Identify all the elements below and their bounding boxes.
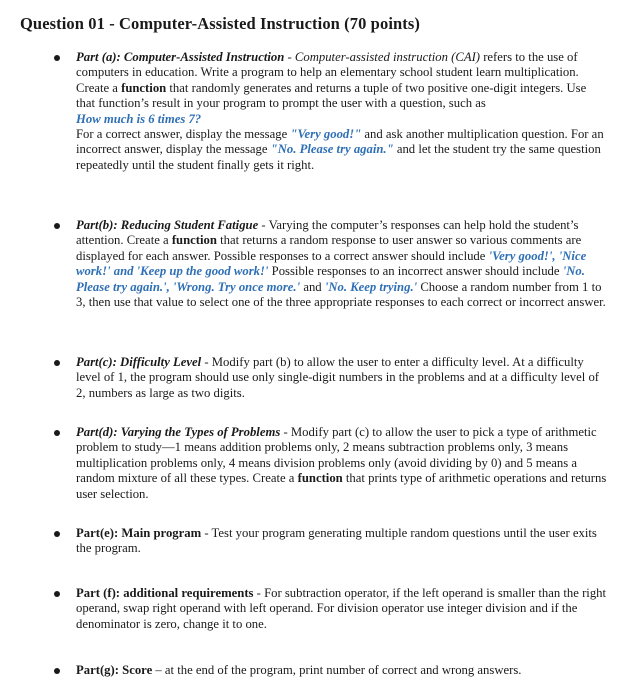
part-b-heading: Part(b): Reducing Student Fatigue bbox=[76, 218, 259, 232]
bullet-icon bbox=[54, 531, 60, 537]
part-f-heading: Part (f): additional requirements bbox=[76, 586, 254, 600]
question-title: Question 01 - Computer-Assisted Instruction (70 points) bbox=[20, 14, 420, 33]
part-a: Part (a): Computer-Assisted Instruction - Computer-assisted instruction (CAI) refers to the use of computers in education. Write a program to help an elementary school student learn multiplication. Create a function that randomly generates and returns a tuple of two positive one-digit integers. Use that function’s result in your program to prompt the user with a question, such as How much is 6 times 7? For a correct answer, display the message "Very good!" and ask another multiplication question. For an incorrect answer, display the message "No. Please try again." and let the student try the same question repeatedly until the student finally gets it right. bbox=[76, 50, 608, 173]
part-f: Part (f): additional requirements - For subtraction operator, if the left operand is smaller than the right operand, swap right operand with left operand. For division operator use integer division and if the denominator is zero, change it to one. bbox=[76, 586, 608, 632]
example-question: How much is 6 times 7? bbox=[76, 111, 202, 126]
part-d-heading: Part(d): Varying the Types of Problems bbox=[76, 425, 281, 439]
part-g: Part(g): Score – at the end of the program, print number of correct and wrong answers. bbox=[76, 663, 608, 678]
bullet-icon bbox=[54, 223, 60, 229]
incorrect-response-3: 'No. Keep trying.' bbox=[324, 279, 418, 294]
correct-message: "Very good!" bbox=[290, 127, 362, 142]
correct-responses: 'Very good!', 'Nice work!' and 'Keep up the good work!' bbox=[76, 248, 587, 279]
incorrect-responses: 'No. Please try again.', 'Wrong. Try once more.' bbox=[76, 264, 585, 294]
bullet-icon bbox=[54, 430, 60, 436]
bullet-icon bbox=[54, 591, 60, 597]
part-b: Part(b): Reducing Student Fatigue - Varying the computer’s responses can help hold the student’s attention. Create a function that returns a random response to user answer so various comments are displayed for each answer. Possible responses to a correct answer should include 'Very good!', 'Nice work!' and 'Keep up the good work!' Possible responses to an incorrect answer should include 'No. Please try again.', 'Wrong. Try once more.' and 'No. Keep trying.' Choose a random number from 1 to 3, then use that value to select one of the three appropriate responses to each correct or incorrect answer. bbox=[76, 218, 608, 310]
bullet-icon bbox=[54, 360, 60, 366]
part-d: Part(d): Varying the Types of Problems - Modify part (c) to allow the user to pick a type of arithmetic problem to study—1 means addition problems only, 2 means subtraction problems only, 3 means multiplication problems only, 4 means division problems only (avoid dividing by 0) and 5 means a random mixture of all these types. Create a function that prints type of arithmetic operations and returns user selection. bbox=[76, 425, 608, 502]
part-e: Part(e): Main program - Test your program generating multiple random questions until the user exits the program. bbox=[76, 526, 608, 557]
bullet-icon bbox=[54, 55, 60, 61]
part-c-heading: Part(c): Difficulty Level bbox=[76, 355, 202, 369]
part-c: Part(c): Difficulty Level - Modify part (b) to allow the user to enter a difficulty level. At a difficulty level of 1, the program should use only single-digit numbers in the problems and at a difficulty level of 2, numbers as large as two digits. bbox=[76, 355, 608, 401]
bullet-icon bbox=[54, 668, 60, 674]
part-a-heading: Part (a): Computer-Assisted Instruction bbox=[76, 50, 285, 64]
incorrect-message: "No. Please try again." bbox=[270, 142, 394, 157]
part-e-heading: Part(e): Main program bbox=[76, 526, 202, 540]
part-g-heading: Part(g): Score bbox=[76, 663, 153, 677]
